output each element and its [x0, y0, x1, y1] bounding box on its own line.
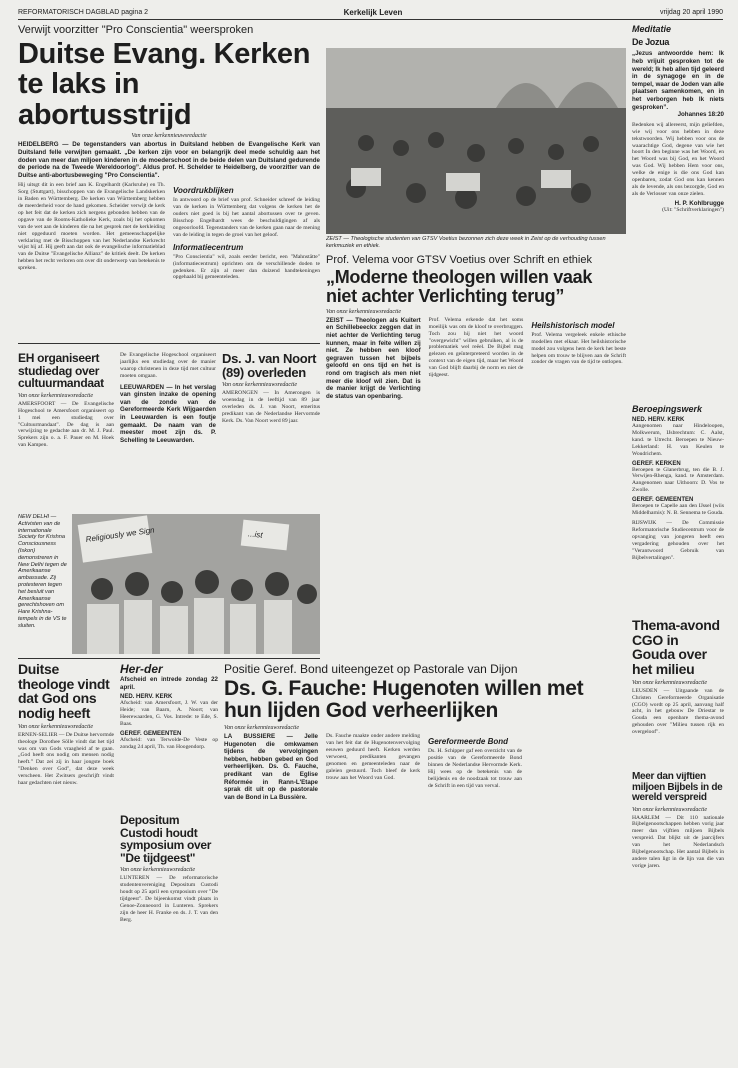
page-header [18, 6, 723, 20]
bijbels-headline: Meer dan vijftien miljoen Bijbels in de wereld verspreid [632, 772, 723, 803]
meditatie-author: H. P. Kohlbrugge [674, 199, 724, 207]
voetius-kicker: Prof. Velema voor GTSV Voetius over Schrift en ethiek [326, 254, 592, 266]
abortus-col2 [173, 182, 320, 281]
noort-headline: Ds. J. van Noort (89) overleden [222, 352, 317, 380]
fauche-col1 [224, 733, 318, 801]
meditatie-body: Bedenken wij allereerst, mijn geliefden, wie wij voor ons hebben in deze tekstwoorden. Wij hebben voor ons de waarachtige God, degene van wie het hoort In den beginne was het Woord, en het Woord was bij God, en het Woord was God. Wij hebben Hem voor ons, welke de enige is die ons God kan openbaren, zodat God ons kan kennen als de levende, als ons bezorgde, God en als de Verlosser van onze zielen. [632, 121, 724, 197]
herder-tab: Her-der [120, 662, 163, 676]
custodi-article [120, 814, 218, 1056]
bijbels-article [632, 772, 724, 1056]
eh-body: AMERSFOORT — De Evangelische Hogeschool te Amersfoort organiseert op 1 mei een studiedag over "Cultuurmandaat". De dag is aan verwijzing te gedachte aan dr. M. J. Paul. Sprekers zijn o. a. F. Pauer en M. Hoek van Kampen. [18, 400, 114, 449]
eh-byline: Van onze kerkennieuwsredactie [18, 392, 94, 399]
krishna-sign-2: ...ist [247, 529, 264, 540]
custodi-body: LUNTEREN — De reformatorische studentenvereniging Depositum Custodi houdt op 25 april een symposium over "De tijdgeest". De bijeenkomst vindt plaats in Genoe-Zonneoord in Lunteren. Sprekers zijn de heer H. Franke en ds. J. T. van den Berg. [120, 875, 218, 923]
fauche-columns [224, 733, 626, 801]
krishna-sign-1: Religiously we Sign [85, 525, 156, 545]
voetius-sub: Heilshistorisch model [531, 320, 615, 330]
herder-text-1: Afscheid: van Amersfoort, J. W. van der Heide; van Baarn, A. Noort; van Heerewaarden, G. Vos. Intrede: te Ede, S. Baas. [120, 700, 218, 727]
beroeping-rijswijk: RIJSWIJK — De Commissie Reformatorische Studiecentrum voor de opvanging van jongeren heeft een vergadering gehouden over het "Verantwoord Gebruik van Bijbelvertalingen". [632, 519, 724, 561]
abortus-body3: "Pro Conscientia" wil, zoals eerder bericht, een "Mahnstätte" (informatiecentrum) oprichten om de verschillende doden te gedenken. Er zijn al meer dan duizend handtekeningen opgehaald bij gemeenteleden. [173, 253, 320, 281]
duitse-byline: Van onze kerkennieuwsredactie [18, 723, 94, 730]
noort-article [222, 352, 320, 512]
beroeping-cat-3: GEREF. GEMEENTEN [632, 497, 694, 504]
voetius-col1 [326, 317, 421, 401]
fauche-col3 [428, 733, 522, 801]
beroeping-text-2: Beroepen te Glanerbrug, ten die B. J. Verwijen-Rhenga, kand. te Amsterdam. Aangenomen naar Uithoorn: D. Vos te Zwolle. [632, 466, 724, 494]
abortus-article [18, 24, 320, 340]
header-section: Kerkelijk Leven [343, 8, 403, 17]
beroeping-column [632, 404, 724, 614]
beroeping-cat-2: GEREF. KERKEN [632, 460, 681, 467]
meditatie-title: De Jozua [632, 37, 670, 47]
fauche-headline: Ds. G. Fauche: Hugenoten willen met hun lijden God verheerlijken [224, 677, 584, 723]
duitse-headline: Duitse theologe vindt dat God ons nodig heeft [18, 662, 110, 722]
herder-cat-2: GEREF. GEMEENTEN [120, 730, 182, 737]
fauche-byline: Van onze kerkennieuwsredactie [224, 725, 300, 732]
leeuwarden-body: De Evangelische Hogeschool organiseert jaarlijks een studiedag over de manier waarop christenen in deze tijd met cultuur moeten omgaan. [120, 352, 216, 379]
fauche-body2: Ds. H. Schipper gaf een overzicht van de positie van de Gereformeerde Bond binnen de Nederlandse Hervormde Kerk. Hij wees op de betekenis van de belijdenis en de noodzaak tot trouw aan de Schrift in een tijd van verval. [428, 748, 522, 789]
voetius-columns [326, 317, 626, 401]
lecture-hall-image [326, 48, 626, 234]
voetius-headline: „Moderne theologen willen vaak niet achter Verlichting terug” [326, 267, 593, 306]
fauche-kicker: Positie Geref. Bond uiteengezet op Pastorale van Dijon [224, 662, 518, 676]
duitse-article [18, 662, 114, 1056]
noort-byline: Van onze kerkennieuwsredactie [222, 382, 298, 389]
beroeping-tab: Beroepingswerk [632, 404, 703, 414]
abortus-columns [18, 182, 320, 281]
meditatie-ref: Johannes 18:20 [677, 111, 724, 119]
meditatie-column [632, 24, 724, 384]
leeuwarden-lead: LEEUWARDEN — In het verslag van ginsten inzake de opening van de zonde van de Gereformeerde Kerk Wijgaerden in Leeuwarden is een foutje gemaakt. De naam van de meester moet zijn ds. P. Schelling te Leeuwarden. [120, 383, 216, 444]
eh-article [18, 352, 114, 512]
krishna-image [72, 514, 320, 654]
lecture-hall-caption: ZEIST — Theologische studenten van GTSV Voetius bezonnen zich deze week in Zeist op de verhouding tussen kerkmuziek en ethiek. [326, 236, 606, 249]
fauche-article [224, 662, 626, 1056]
herder-column [120, 662, 218, 812]
voetius-article [326, 254, 626, 584]
lecture-hall-photo [326, 48, 626, 234]
abortus-lead: HEIDELBERG — De tegenstanders van abortus in Duitsland hebben de Evangelische Kerk van Duitsland felle verwijten gemaakt. „De kerken zijn voor en belangrijk deel mede schuldig aan het doden van meer dan miljoen kinderen in de moederschoot in de beide delen van Duitsland gedurende de periode na de Tweede Wereldoorlog”. Aldus prof. H. Schelder te Heidelberg, de voorzitter van de Duitse anti-abortusbeweging "Pro Conscientia". [18, 141, 320, 179]
header-left: REFORMATORISCH DAGBLAD pagina 2 [18, 9, 149, 16]
herder-cat-1: NED. HERV. KERK [120, 694, 173, 701]
voetius-byline: Van onze kerkennieuwsredactie [326, 308, 402, 315]
leeuwarden-column [120, 352, 216, 512]
thema-byline: Van onze kerkennieuwsredactie [632, 679, 708, 686]
voetius-col3 [531, 317, 626, 401]
voetius-body: Prof. Velema erkende dat het soms moeilijk was om de kloof te overbruggen. Toch zou hij niet het woord "overgewicht" willen gebruiken, al is de problematiek wel reëel. De Bijbel mag gelezen en geïnterpreteerd worden in de context van de eigen tijd, maar het Woord van God blijft daarbij de norm en niet de tijdgeest. [428, 316, 524, 379]
thema-article [632, 618, 724, 768]
fauche-body: Ds. Fauche maakte onder andere melding van het feit dat de Hugenotenvervolging eeuwen geduurd heeft. Kerken werden verwoest, predikanten gevangen genomen en gemeenteleden naar de galeien gestuurd. Toch bleef de kerk trouw aan het Woord van God. [326, 733, 420, 781]
abortus-sub1: Voordrukblijken [173, 186, 234, 196]
bijbels-body: HAARLEM — Dit 110 nationale Bijbelgenootschappen hebben vorig jaar meer dan vijftien miljoen Bijbels verspreid. Dat blijkt uit de jaarcijfers van het Nederlandsch Bijbelgenootschap. Het aantal Bijbels in andere talen ligt in de lijn van die van vorige jaren. [632, 814, 724, 869]
meditatie-quote: „Jezus antwoordde hem: Ik heb vrijuit gesproken tot de wereld; Ik heb allen tijd geleerd in de synagoge en in de tempel, waar de Joden van alle plaatsen samenkomen, en in het verborgen heb Ik niets gesproken”. [632, 50, 724, 111]
header-date: vrijdag 20 april 1990 [659, 9, 723, 16]
krishna-photo [72, 514, 320, 654]
beroeping-cat-1: NED. HERV. KERK [632, 417, 685, 423]
duitse-body: ERNEN-SELIER — De Duitse hervormde theologe Dorothee Sölle vindt dat het tijd was om van Gods vraagheid af te gaan. „God heeft ons nodig om mensen nodig heeft.” Dat zei zij in haar jongste boek "Denken over God", dat deze week verscheen. Het Zwitsers geschrijft vindt haar gedachten niet nieuw. [18, 731, 114, 787]
custodi-byline: Van onze kerkennieuwsredactie [120, 867, 196, 874]
thema-body: LEUSDEN — Uitgaande van de Christen Gereformeerde Organisatie (CGO) wordt op 25 april, aanvang half acht, in het gebouw De Driestar te Gouda een openbare thema-avond gehouden over "Milieu tussen rijk en overgeloof". [632, 687, 724, 736]
abortus-body2: In antwoord op de brief van prof. Schneider schreef de leiding van de kerken in Württemberg dat volgens de kerken het de ouders niet goed is bij het aantal abortussen over te geven. Bisschop Engelhardt wees de beschuldigingen af als ongeoorloofd. Tegenstanders van de kerken gaan naar de mening van de leiding in tegen de groei van het geloof. [173, 197, 320, 238]
noort-body: AMERONGEN — In Amerongen is woensdag in de leeftijd van 89 jaar overleden ds. J. van Noort, emeritus predikant van de Nederlandse Hervormde Kerk. Ds. Van Noort werd 89 jaar. [222, 390, 320, 424]
fauche-lead: LA BUSSIERE — Jelle Hugenoten die omkwamen tijdens de vervolgingen hebben, hebben gebed en God verheerlijken. Ds. G. Fauche, predikant van de Eglise Réformée in Rann-L'Etape sprak dit uit op de pastorale van de Bond in La Bussière. [224, 733, 318, 801]
herder-text-2: Afscheid: van Terwolde-De Veste op zondag 24 april, Th. van Hoogendorp. [120, 736, 218, 750]
abortus-kicker: Verwijt voorzitter "Pro Conscientia" weersproken [18, 24, 254, 36]
bijbels-byline: Van onze kerkennieuwsredactie [632, 806, 708, 813]
abortus-byline: Van onze kerkennieuwsredactie [131, 133, 207, 140]
voetius-body2: Prof. Velema vergeleek enkele ethische modellen met elkaar. Het heilshistorische model zou volgens hem de kerk het beste helpen om trouw te blijven aan de Schrift zonder de vragen van de tijd te ontlopen. [531, 331, 626, 366]
abortus-headline: Duitse Evang. Kerken te laks in abortusstrijd [18, 38, 311, 131]
divider [18, 343, 320, 344]
meditatie-tab: Meditatie [632, 24, 672, 34]
krishna-caption: NEW DELHI — Activisten van de internationale Society for Krishna Consciousness (Iskon) demonstreren in New Delhi tegen de Amerikaanse ambassade. Zij protesteren tegen het besluit van Amerikaanse gerechtshoven om Hare Krishna-tempels in de VS te sluiten. [18, 514, 67, 629]
fauche-sub: Gereformeerde Bond [428, 737, 509, 747]
thema-headline: Thema-avond CGO in Gouda over het milieu [632, 618, 720, 678]
meditatie-source: (Uit: "Schriftverklaringen") [662, 207, 724, 214]
abortus-sub2: Informatiecentrum [173, 242, 244, 252]
beroeping-text-1: Aangenomen naar Hindeloopen, Molkwerum, IJsbrechtum: C. Aalst, kand. te Utrecht. Beroepen te Nieuw-Lekkerland: H. van Keulen te Woudrichem. [632, 423, 724, 457]
abortus-body: Hij uitsgt dit in een brief aan K. Engelhardt (Karlsruhe) en Th. Sorg (Stuttgart), bisschoppen van de Evangelische Landskerken in Baden en Württemberg. De kerken van Württemberg hebben de meerderheid voor de hand gekomen. Scheider verwijt de kerk op het feit dat de kerken zich nergens gebonden hebben van de opgave van de Rooms-Katholieke Kerk, zoals bij het opkomen van de wet aan de kinderen die na het gesprek met de kerkleiding niet opgeduurd moeten worden. Het gemeenschappelijke verklaring met de Bisschoppen van het Nederlandse Kerkrecht wijst hij af. Hij geeft aan dat ook de evangelische informatieblad van de Duitse "Evangelische Allianz" de kritiek deelt. De kerken hebben het recht verloren om over dit onderwerp van betekenis te spreken. [18, 182, 165, 272]
custodi-headline: Depositum Custodi houdt symposium over "De tijdgeest" [120, 814, 212, 865]
herder-intro: Afscheid en intrede zondag 22 april. [120, 676, 218, 691]
divider [18, 658, 320, 659]
beroeping-text-3: Beroepen te Capelle aan den IJssel (wiis Middelharnis): N. B. Sennema te Gouda. [632, 503, 724, 517]
eh-headline: EH organiseert studiedag over cultuurmandaat [18, 352, 104, 391]
voetius-lead: ZEIST — Theologen als Kuitert en Schillebeeckx zeggen dat in niet achter de Verlichting terug kunnen, maar in feite willen zij niet. Ze hebben een kloof gegraven tussen het bijbels geloofd en ons tijd en het is rond om tragisch als men niet meer die kloof wil zien. Dat is de manier krijgt de Verlichting de status van openbaring. [326, 316, 421, 400]
